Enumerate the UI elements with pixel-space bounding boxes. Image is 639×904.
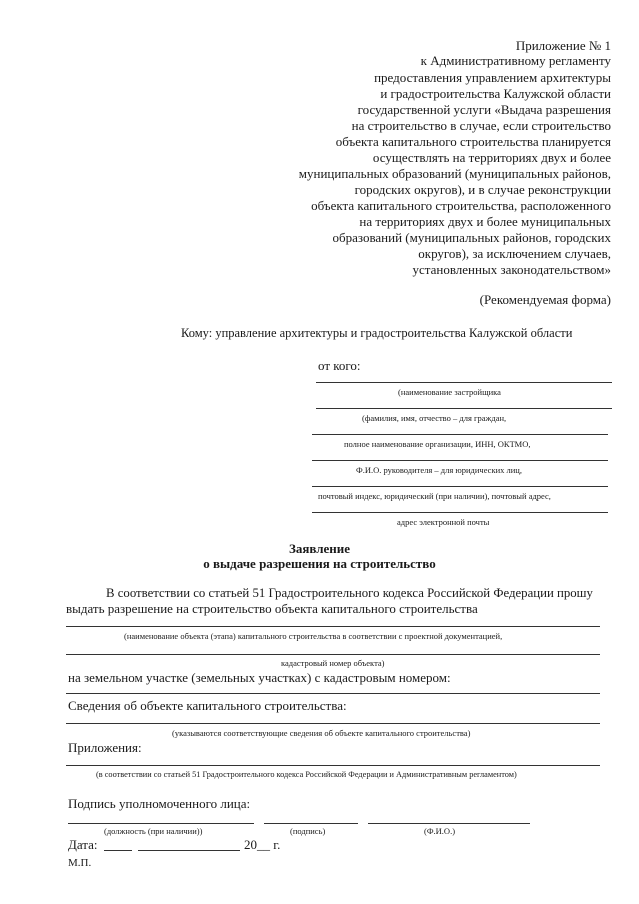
position-field[interactable]	[68, 823, 254, 824]
applicant-field-1[interactable]	[316, 382, 612, 383]
hint-cadastral: кадастровый номер объекта)	[281, 658, 385, 668]
recommended-form: (Рекомендуемая форма)	[479, 292, 611, 307]
land-plot-text: на земельном участке (земельных участках) с кадастровым номером:	[68, 670, 451, 685]
date-year: 20__ г.	[244, 837, 281, 852]
hint-applicant-name: (наименование застройщика	[398, 387, 501, 397]
fio-field[interactable]	[368, 823, 530, 824]
paragraph-line: В соответствии со статьей 51 Градостроительного кодекса Российской Федерации прошу	[106, 586, 593, 600]
appendix-line: государственной услуги «Выдача разрешения	[357, 102, 611, 117]
signature-label: Подпись уполномоченного лица:	[68, 796, 251, 811]
hint-object: (наименование объекта (этапа) капитального строительства в соответствии с проектной документацией,	[124, 631, 503, 641]
hint-head: Ф.И.О. руководителя – для юридических лиц,	[356, 465, 522, 475]
appendix-line: на территориях двух и более муниципальных	[359, 214, 611, 229]
document-title: Заявление	[288, 541, 351, 556]
appendix-line: Приложение № 1	[515, 38, 611, 53]
hint-email: адрес электронной почты	[397, 517, 490, 527]
applicant-field-5[interactable]	[312, 486, 608, 487]
paragraph-line: выдать разрешение на строительство объекта капитального строительства	[66, 601, 478, 616]
hint-address: почтовый индекс, юридический (при наличии), почтовый адрес,	[318, 491, 551, 501]
hint-position: (должность (при наличии))	[104, 826, 203, 836]
object-name-field[interactable]	[66, 626, 600, 627]
appendix-line: округов), за исключением случаев,	[418, 246, 611, 261]
hint-name: (Ф.И.О.)	[424, 826, 456, 836]
stamp-place: М.П.	[68, 857, 92, 869]
document-subtitle: о выдаче разрешения на строительство	[203, 556, 436, 571]
land-cadastral-field[interactable]	[66, 693, 600, 694]
hint-org: полное наименование организации, ИНН, ОКТМО,	[344, 439, 531, 449]
hint-attachments: (в соответствии со статьей 51 Градостроительного кодекса Российской Федерации и Административным регламентом)	[96, 770, 517, 779]
attachments-field[interactable]	[66, 765, 600, 766]
appendix-line: предоставления управлением архитектуры	[374, 70, 611, 85]
from-label: от кого:	[318, 358, 361, 373]
appendix-line: объекта капитального строительства планируется	[335, 134, 611, 149]
object-info-field[interactable]	[66, 723, 600, 724]
appendix-line: к Административному регламенту	[420, 53, 611, 68]
sign-field[interactable]	[264, 823, 358, 824]
info-label: Сведения об объекте капитального строительства:	[68, 698, 347, 713]
recipient-to: Кому: управление архитектуры и градостроительства Калужской области	[181, 326, 573, 340]
hint-info: (указываются соответствующие сведения об объекте капитального строительства)	[172, 728, 471, 738]
appendix-line: на строительство в случае, если строительство	[351, 118, 611, 133]
date-month-field[interactable]	[138, 850, 240, 851]
date-day-field[interactable]	[104, 850, 132, 851]
appendix-line: установленных законодательством»	[412, 262, 611, 277]
hint-sign: (подпись)	[290, 826, 326, 836]
appendix-line: осуществлять на территориях двух и более	[372, 150, 611, 165]
applicant-field-6[interactable]	[312, 512, 608, 513]
attachments-label: Приложения:	[68, 740, 142, 755]
appendix-line: образований (муниципальных районов, городских	[332, 230, 611, 245]
appendix-line: и градостроительства Калужской области	[380, 86, 611, 101]
appendix-line: муниципальных образований (муниципальных районов,	[298, 166, 611, 181]
applicant-field-4[interactable]	[312, 460, 608, 461]
appendix-line: городских округов), и в случае реконструкции	[354, 182, 611, 197]
cadastral-object-field[interactable]	[66, 654, 600, 655]
hint-fio: (фамилия, имя, отчество – для граждан,	[362, 413, 507, 423]
applicant-field-3[interactable]	[312, 434, 608, 435]
appendix-line: объекта капитального строительства, расположенного	[311, 198, 611, 213]
applicant-field-2[interactable]	[316, 408, 612, 409]
date-label: Дата:	[68, 837, 98, 852]
